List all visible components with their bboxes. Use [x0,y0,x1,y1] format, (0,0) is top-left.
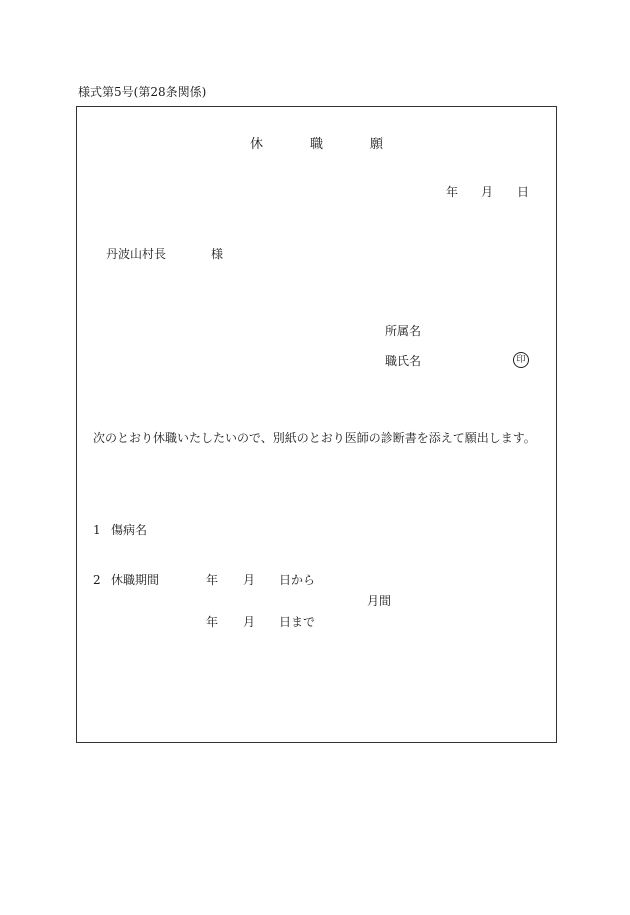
affiliation-label: 所属名 [385,324,422,338]
title-char-2: 職 [310,137,324,152]
form-number-label: 様式第5号(第28条関係) [78,85,207,99]
form-border [76,106,557,743]
date-year-label: 年 [446,185,459,199]
period-to-year: 年 [206,615,219,629]
date-day-label: 日 [517,185,530,199]
item1-number: 1 [93,523,101,537]
title-char-1: 休 [250,137,264,152]
item2-number: 2 [93,573,101,587]
period-from-day: 日から [279,573,316,587]
position-name-label: 職氏名 [385,354,422,368]
period-from-year: 年 [206,573,219,587]
addressee-name: 丹波山村長 [106,247,167,261]
date-month-label: 月 [481,185,494,199]
period-to-day: 日まで [279,615,316,629]
item2-label: 休職期間 [111,573,160,587]
item1-label: 傷病名 [111,523,148,537]
addressee-honorific: 様 [211,247,224,261]
title-char-3: 願 [370,137,384,152]
period-duration-months: 月間 [367,594,392,608]
body-text: 次のとおり休職いたしたいので、別紙のとおり医師の診断書を添えて願出します。 [93,431,536,445]
period-from-month: 月 [243,573,256,587]
period-to-month: 月 [243,615,256,629]
seal-mark-icon: 印 [513,352,529,368]
